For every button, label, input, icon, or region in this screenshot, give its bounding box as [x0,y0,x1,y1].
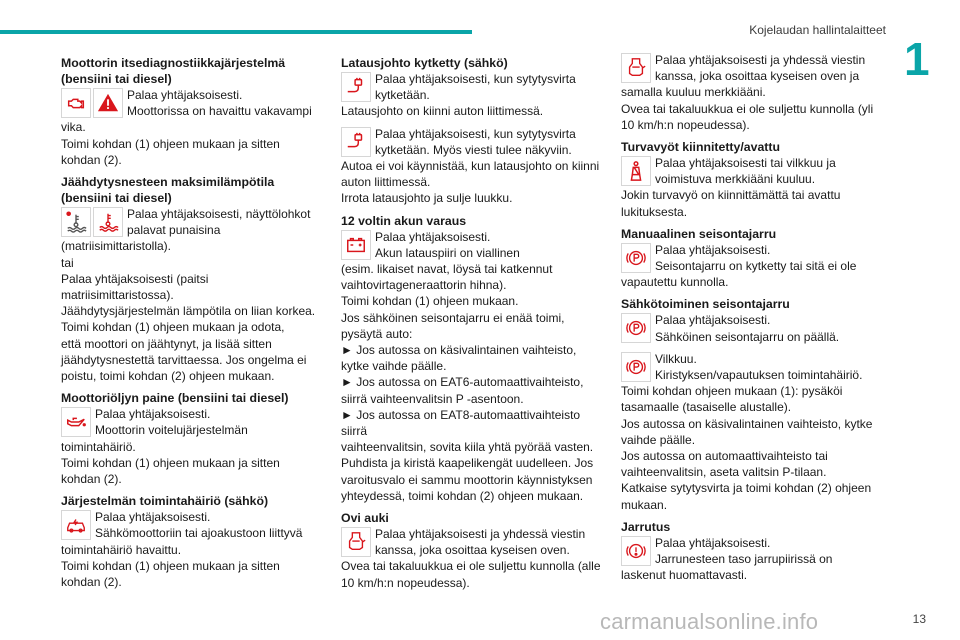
entry-text: Sähköinen seisontajarru on päällä. [655,329,840,344]
entry-text: jäähdytysnestettä tarvittaessa. Jos ongelma ei [61,352,307,367]
warning-icons [61,510,91,540]
charging-cable-icon [341,72,371,102]
entry-text: vaihde päälle. [621,432,696,447]
entry-text: tai [61,255,74,270]
entry-text: Palaa yhtäjaksoisesti (paitsi [61,271,209,286]
section [621,52,883,133]
warning-icons [61,88,123,118]
entry-text: Palaa yhtäjaksoisesti. [95,510,211,525]
parking-brake-icon [621,243,651,273]
section [621,296,883,344]
column-1 [61,52,323,596]
entry-text: Toimi kohdan ohjeen mukaan (1): pysäköi [621,384,843,399]
entry-text: Jäähdytysjärjestelmän lämpötila on liian korkea. [61,304,316,319]
section [341,126,603,207]
entry-text: Palaa yhtäjaksoisesti, kun sytytysvirta [375,72,576,86]
section [621,351,883,513]
entry-text: Toimi kohdan (1) ohjeen mukaan ja odota, [61,320,285,335]
entry-text: Vilkkuu. [655,351,697,366]
warning-entry [621,351,883,383]
entry-text: Toimi kohdan (1) ohjeen mukaan. [341,294,519,309]
section [621,226,883,291]
section [621,139,883,220]
entry-text: Irrota latausjohto ja sulje luukku. [341,191,513,206]
section-heading: Ovi auki [341,511,389,526]
warning-icons [621,352,651,382]
section-heading: Latausjohto kytketty (sähkö) [341,56,508,70]
section [341,510,603,591]
coolant-temp-icon [93,207,123,237]
coolant-temp-dot-icon [61,207,91,237]
entry-text: Moottorissa on havaittu vakavampi [127,104,312,119]
section [61,174,323,384]
entry-text: Moottorin voitelujärjestelmän [95,423,248,438]
entry-text: Katkaise sytytysvirta ja toimi kohdan (2) ohjeen [621,481,872,496]
entry-text: Palaa yhtäjaksoisesti. [655,535,771,550]
door-open-icon [621,53,651,83]
section-heading: Jarrutus [621,519,671,534]
entry-text: lukituksesta. [621,204,688,219]
entry-text: 10 km/h:n nopeudessa). [621,117,750,132]
entry-text: Palaa yhtäjaksoisesti. [127,88,243,102]
entry-text: matriisimittaristossa). [61,288,174,303]
section-heading: 12 voltin akun varaus [341,213,467,228]
entry-text: Toimi kohdan (1) ohjeen mukaan ja sitten [61,455,280,470]
entry-text: Jos autossa on automaattivaihteisto tai [621,449,828,464]
section-heading: Turvavyöt kiinnitetty/avattu [621,140,780,155]
parking-brake-icon [621,352,651,382]
entry-text: ► Jos autossa on EAT6-automaattivaihteisto, [341,375,584,390]
entry-text: (matriisimittaristolla). [61,239,172,254]
entry-text: Jos sähköinen seisontajarru ei enää toimi, [341,310,565,325]
entry-text: Ovea tai takaluukkua ei ole suljettu kunnolla (yli [621,101,874,116]
charging-cable-icon [341,127,371,157]
entry-text: palavat punaisina [127,223,221,238]
section [61,55,323,168]
entry-text: (esim. likaiset navat, löysä tai katkennut [341,262,553,277]
warning-entry [61,406,323,438]
header-title: Kojelaudan hallintalaitteet [749,23,886,37]
warning-icons [621,53,651,83]
warning-icons [341,127,371,157]
entry-text: mukaan. [621,497,668,512]
chapter-number: 1 [904,33,930,85]
section [61,390,323,487]
entry-text: kohdan (2). [61,575,122,590]
section-heading: Manuaalinen seisontajarru [621,226,777,241]
warning-entry [621,155,883,187]
warning-entry [621,535,883,567]
warning-entry [61,206,323,238]
section-heading: Moottorin itsediagnostiikkajärjestelmä (bensiini tai diesel) [61,56,286,86]
entry-text: Latausjohto on kiinni auton liittimessä. [341,104,544,119]
entry-text: kohdan (2). [61,472,122,487]
entry-text: varoitusvalo ei sammu moottorin käynnistyksen [341,472,593,487]
section [341,213,603,504]
warning-icons [621,313,651,343]
entry-text: Jarrunesteen taso jarrupiirissä on [655,552,833,567]
entry-text: samalla kuuluu merkkiääni. [621,85,766,100]
section-heading: Sähkötoiminen seisontajarru [621,297,790,312]
warning-entry [61,87,323,119]
column-3 [621,52,883,589]
warning-icons [341,230,371,260]
warning-icons [621,156,651,186]
warning-triangle-icon [93,88,123,118]
entry-text: kytke vaihde päälle. [341,359,447,374]
warning-entry [621,52,883,84]
warning-entry [621,312,883,344]
section-heading: Jäähdytysnesteen maksimilämpötila (bensiini tai diesel) [61,175,275,206]
entry-text: pysäytä auto: [341,326,413,341]
section [61,493,323,590]
entry-text: Palaa yhtäjaksoisesti, näyttölohkot [127,207,311,222]
entry-text: Toimi kohdan (1) ohjeen mukaan ja sitten [61,558,280,573]
warning-icons [341,527,371,557]
entry-text: vaihteenvalitsin, aseta valitsin P-tilaan. [621,465,827,480]
door-open-icon [341,527,371,557]
entry-text: siirrä vaihteenvalitsin P -asentoon. [341,391,524,406]
entry-text: toimintahäiriö. [61,439,136,454]
entry-text: ► Jos autossa on EAT8-automaattivaihteisto siirrä [341,407,581,439]
entry-text: Ovea tai takaluukkua ei ole suljettu kunnolla (alle [341,559,601,574]
entry-text: kanssa, joka osoittaa kyseisen oven. [375,543,570,558]
entry-text: Jos autossa on käsivalintainen vaihteisto, kytke [621,416,873,431]
entry-text: kytketään. Myös viesti tulee näkyviin. [375,142,572,157]
entry-text: 10 km/h:n nopeudessa). [341,575,470,590]
column-2 [341,52,603,597]
entry-text: ► Jos autossa on käsivalintainen vaihteisto, [341,343,577,358]
warning-entry [341,526,603,558]
entry-text: kytketään. [375,88,430,103]
entry-text: Palaa yhtäjaksoisesti. [655,242,771,257]
engine-icon [61,88,91,118]
entry-text: Puhdista ja kiristä kaapelikengät uudelleen. Jos [341,456,594,471]
warning-entry [61,509,323,541]
entry-text: vapautettu kunnolla. [621,275,729,290]
entry-text: Sähkömoottoriin tai ajoakustoon liittyvä [95,526,303,541]
entry-text: Palaa yhtäjaksoisesti, kun sytytysvirta [375,126,576,141]
seatbelt-icon [621,156,651,186]
entry-text: auton liittimessä. [341,175,431,190]
warning-entry [621,242,883,274]
entry-text: laskenut huomattavasti. [621,568,748,583]
entry-text: Kiristyksen/vapautuksen toimintahäiriö. [655,368,863,383]
entry-text: voimistuva merkkiääni kuuluu. [655,172,816,187]
parking-brake-icon [621,313,651,343]
warning-icons [621,243,651,273]
entry-text: tasamaalle (tasaiselle alustalle). [621,400,792,415]
warning-entry [341,71,603,103]
warning-entry [341,229,603,261]
entry-text: Palaa yhtäjaksoisesti. [95,407,211,422]
entry-text: toimintahäiriö havaittu. [61,542,182,557]
entry-text: yhteydessä, toimi kohdan (2) ohjeen mukaan. [341,488,584,503]
entry-text: vaihtovirtageneraattorin hihna). [341,278,507,293]
battery-icon [341,230,371,260]
entry-text: Palaa yhtäjaksoisesti. [655,313,771,328]
entry-text: Palaa yhtäjaksoisesti. [375,229,491,244]
entry-text: Autoa ei voi käynnistää, kun latausjohto on kiinni [341,159,600,174]
entry-text: kanssa, joka osoittaa kyseisen oven ja [655,69,860,84]
section-heading: Järjestelmän toimintahäiriö (sähkö) [61,494,269,509]
entry-text: poistu, toimi kohdan (2) ohjeen mukaan. [61,369,275,384]
warning-icons [61,207,123,237]
header-accent-bar [0,30,472,34]
entry-text: että moottori on jäähtynyt, ja lisää sitten [61,336,272,351]
warning-icons [621,536,651,566]
entry-text: Toimi kohdan (1) ohjeen mukaan ja sitten [61,136,280,151]
watermark: carmanualsonline.info [600,609,819,634]
entry-text: Palaa yhtäjaksoisesti ja yhdessä viestin [375,527,586,542]
page-number: 13 [912,612,926,626]
section [341,55,603,120]
entry-text: Seisontajarru on kytketty tai sitä ei ole [655,259,857,274]
entry-text: kohdan (2). [61,152,122,167]
entry-text: vika. [61,120,86,135]
entry-text: Palaa yhtäjaksoisesti ja yhdessä viestin [655,53,866,67]
warning-icons [61,407,91,437]
section-heading: Moottoriöljyn paine (bensiini tai diesel) [61,391,289,406]
entry-text: Akun latauspiiri on viallinen [375,245,520,260]
oil-can-icon [61,407,91,437]
warning-icons [341,72,371,102]
entry-text: vaihteenvalitsin, sovita kiila yhtä pyörää vasten. [341,440,594,455]
entry-text: Palaa yhtäjaksoisesti tai vilkkuu ja [655,156,836,171]
section [621,519,883,584]
ev-fault-car-icon [61,510,91,540]
warning-entry [341,126,603,158]
entry-text: Jokin turvavyö on kiinnittämättä tai avattu [621,188,841,203]
brake-warning-icon [621,536,651,566]
